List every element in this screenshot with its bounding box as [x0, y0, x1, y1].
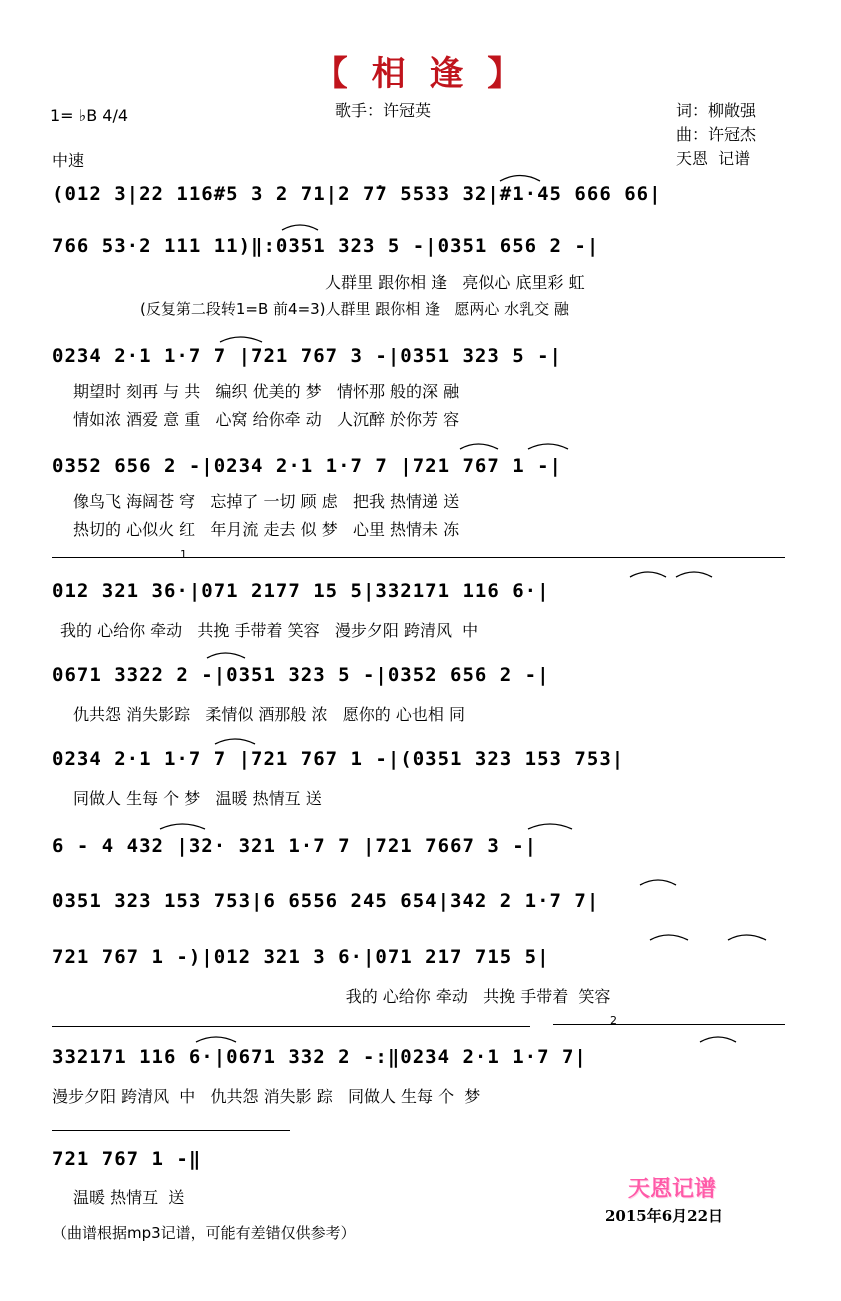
lyricist-credit: 词：柳敞强 — [676, 101, 757, 120]
score-line: (012 3|22 116#5 3 2 71|2 7̇7 5533 32|#1·45 666 66| — [52, 183, 662, 205]
score-line: 332171 116 6·|0671 332 2 -:‖0234 2·1 1·7 7| — [52, 1046, 587, 1068]
score-line: 0234 2·1 1·7 7 |721 767 3 -|0351 323 5 -| — [52, 345, 562, 367]
lyric-line: 我的 心给你 牵动 共挽 手带着 笑容 漫步夕阳 跨清风 中 — [60, 621, 479, 640]
score-line: 0234 2·1 1·7 7 |721 767 1 -|(0351 323 153 753| — [52, 748, 625, 770]
lyric-line: 热切的 心似火 红 年月流 走去 似 梦 心里 热情未 冻 — [73, 520, 460, 539]
song-title: 【 相 逢 】 — [313, 54, 528, 94]
lyric-line: 漫步夕阳 跨清风 中 仇共怨 消失影 踪 同做人 生每 个 梦 — [52, 1087, 481, 1106]
singer-credit: 歌手：许冠英 — [335, 101, 432, 120]
lyric-line: 情如浓 酒爱 意 重 心窝 给你牵 动 人沉醉 於你芳 容 — [73, 410, 460, 429]
lyric-line: 温暖 热情互 送 — [73, 1188, 185, 1207]
lyric-line: 仇共怨 消失影踪 柔情似 酒那般 浓 愿你的 心也相 同 — [73, 705, 465, 724]
lyric-line: 像鸟飞 海阔苍 穹 忘掉了 一切 顾 虑 把我 热情递 送 — [73, 492, 460, 511]
tempo-marking: 中速 — [52, 151, 85, 170]
score-line: 721 767 1 -‖ — [52, 1148, 202, 1170]
lyric-line: 我的 心给你 牵动 共挽 手带着 笑容 — [305, 987, 611, 1006]
transcriber-credit: 天恩 记谱 — [676, 149, 751, 168]
lyric-line: 人群里 跟你相 逢 亮似心 底里彩 虹 — [325, 273, 585, 292]
score-line: 0352 656 2 -|0234 2·1 1·7 7 |721 767 1 -| — [52, 455, 562, 477]
lyric-line: 期望时 刻再 与 共 编织 优美的 梦 情怀那 般的深 融 — [73, 382, 460, 401]
key-signature: 1= ♭B 4/4 — [50, 106, 129, 125]
lyric-line: 同做人 生每 个 梦 温暖 热情互 送 — [73, 789, 322, 808]
transcriber-watermark: 天恩记谱 — [628, 1176, 717, 1202]
ending-number-2: 2 — [610, 1014, 617, 1027]
score-line: 0351 323 153 753|6 6556 245 654|342 2 1·7 7| — [52, 890, 600, 912]
score-line: 721 767 1 -)|012 321 3 6·|071 217 715 5| — [52, 946, 550, 968]
transcription-date: 2015年6月22日 — [605, 1207, 724, 1225]
score-line: 012 321 36·|071 2177 15 5|332171 116 6·| — [52, 580, 550, 602]
lyric-line: (反复第二段转1=B 前4=3)人群里 跟你相 逢 愿两心 水乳交 融 — [140, 300, 569, 318]
score-line: 0671 3322 2 -|0351 323 5 -|0352 656 2 -| — [52, 664, 550, 686]
composer-credit: 曲：许冠杰 — [676, 125, 757, 144]
disclaimer-note: （曲谱根据mp3记谱，可能有差错仅供参考） — [52, 1224, 356, 1242]
score-line: 6 - 4 432 |32· 321 1·7 7 |721 7667 3 -| — [52, 835, 538, 857]
ending-number-1: 1 — [180, 548, 187, 561]
score-line: 766 53·2 111 11)‖:0351 323 5 -|0351 656 2 -| — [52, 235, 600, 257]
